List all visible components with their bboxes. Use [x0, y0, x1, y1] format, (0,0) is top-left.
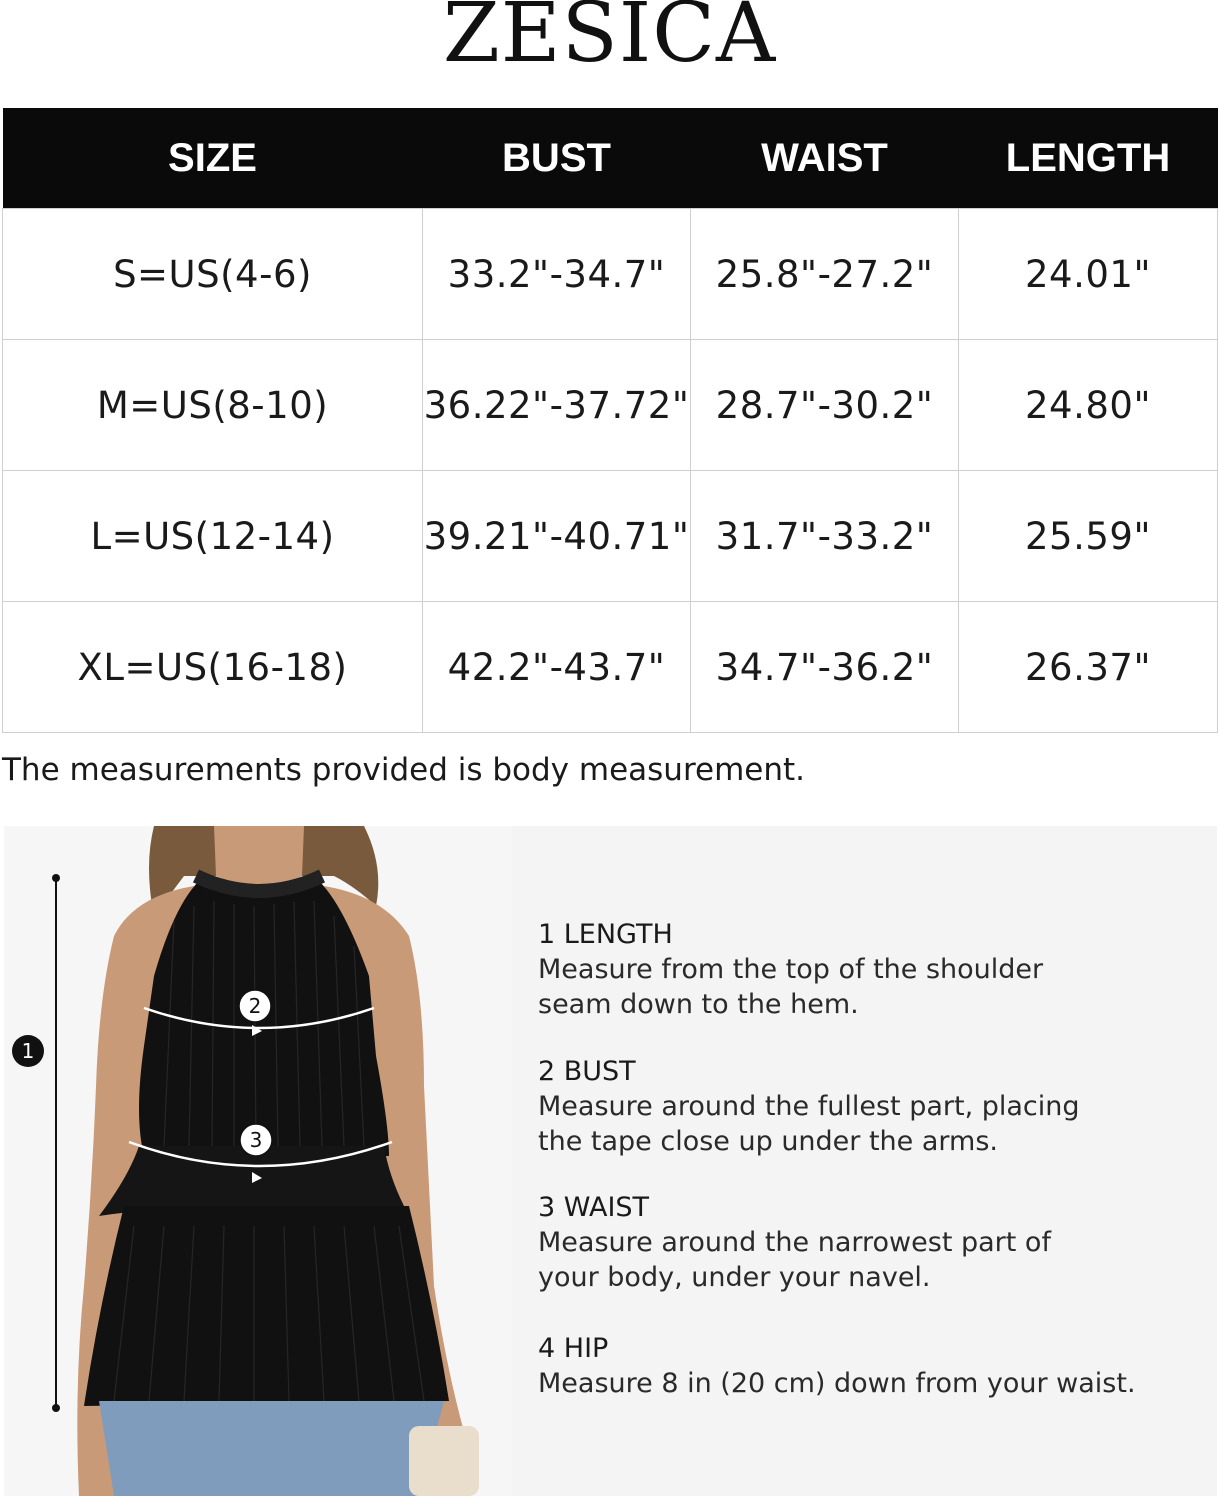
marker-2	[239, 990, 271, 1022]
length-line-top-dot	[52, 874, 60, 882]
svg-text:1: 1	[21, 1039, 35, 1063]
size-cell: XL=US(16-18)	[3, 602, 423, 733]
marker-1	[12, 1035, 44, 1067]
table-row	[3, 471, 1218, 602]
guide-hip	[538, 1332, 1158, 1401]
lower-tier	[84, 1206, 449, 1406]
size-cell: M=US(8-10)	[3, 340, 423, 471]
brand-logo: ZESICA	[442, 0, 777, 81]
bust-cell: 33.2"-34.7"	[423, 209, 691, 340]
guide-text: Measure from the top of the shoulder	[538, 954, 1044, 985]
guide-title: 1 LENGTH	[538, 919, 673, 950]
length-cell: 26.37"	[959, 602, 1218, 733]
header-waist: WAIST	[691, 108, 959, 209]
model-figure	[4, 826, 512, 1496]
size-cell: S=US(4-6)	[3, 209, 423, 340]
measurement-guide-panel	[512, 826, 1217, 1496]
guide-text: your body, under your navel.	[538, 1262, 931, 1293]
header-length: LENGTH	[959, 108, 1218, 209]
table-header-row	[3, 108, 1218, 209]
clutch-bag	[409, 1426, 479, 1496]
guide-length	[538, 918, 1158, 1022]
waist-cell: 25.8"-27.2"	[691, 209, 959, 340]
guide-text: Measure 8 in (20 cm) down from your waist.	[538, 1368, 1136, 1399]
guide-text: seam down to the hem.	[538, 989, 859, 1020]
bust-cell: 36.22"-37.72"	[423, 340, 691, 471]
guide-title: 3 WAIST	[538, 1192, 650, 1223]
waist-cell: 34.7"-36.2"	[691, 602, 959, 733]
measurement-note: The measurements provided is body measurement.	[2, 752, 806, 788]
table-row	[3, 340, 1218, 471]
table-row	[3, 209, 1218, 340]
guide-waist	[538, 1191, 1158, 1295]
length-line-bottom-dot	[52, 1404, 60, 1412]
guide-title: 2 BUST	[538, 1056, 636, 1087]
size-chart-table	[2, 108, 1218, 733]
guide-bust	[538, 1055, 1158, 1159]
svg-text:2: 2	[248, 994, 262, 1018]
length-cell: 25.59"	[959, 471, 1218, 602]
marker-3	[240, 1124, 272, 1156]
waist-cell: 31.7"-33.2"	[691, 471, 959, 602]
svg-text:3: 3	[249, 1128, 263, 1152]
ruffle-layer	[99, 1146, 404, 1216]
guide-title: 4 HIP	[538, 1333, 609, 1364]
bust-cell: 42.2"-43.7"	[423, 602, 691, 733]
size-cell: L=US(12-14)	[3, 471, 423, 602]
guide-text: Measure around the narrowest part of	[538, 1227, 1051, 1258]
table-row	[3, 602, 1218, 733]
length-cell: 24.01"	[959, 209, 1218, 340]
bust-cell: 39.21"-40.71"	[423, 471, 691, 602]
header-size: SIZE	[3, 108, 423, 209]
waist-cell: 28.7"-30.2"	[691, 340, 959, 471]
neck-shape	[214, 826, 304, 886]
guide-text: Measure around the fullest part, placing	[538, 1091, 1080, 1122]
length-cell: 24.80"	[959, 340, 1218, 471]
jeans-shape	[99, 1401, 444, 1496]
model-illustration	[4, 826, 512, 1496]
header-bust: BUST	[423, 108, 691, 209]
guide-text: the tape close up under the arms.	[538, 1126, 998, 1157]
